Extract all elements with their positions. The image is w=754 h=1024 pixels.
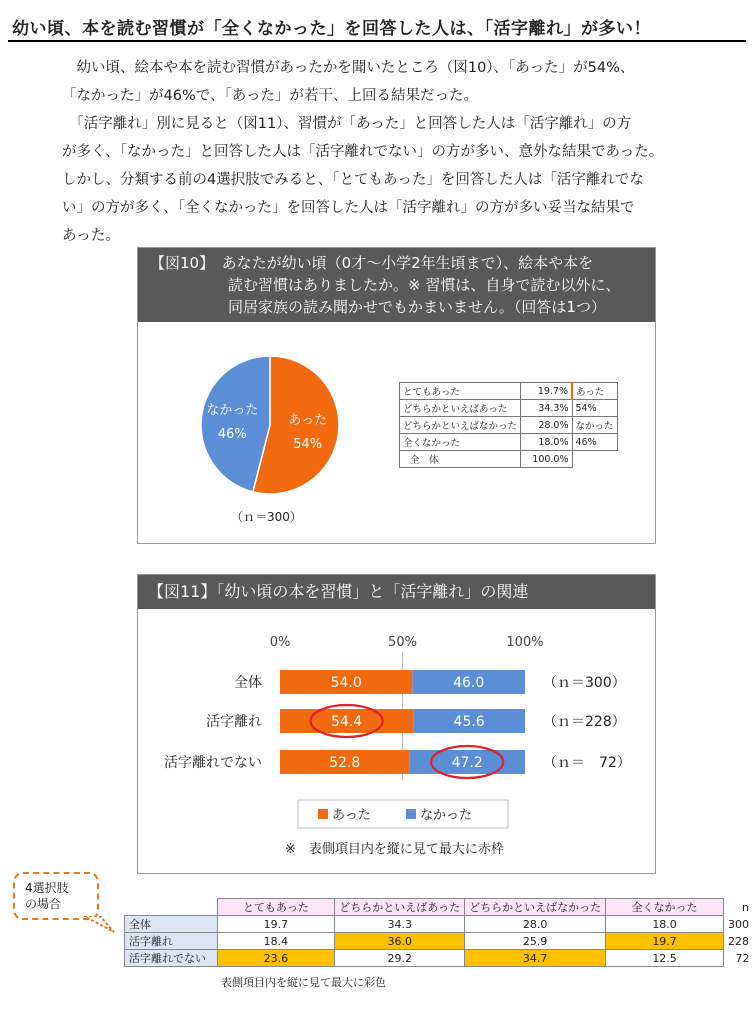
figure-10-header-line: 同居家族の読み聞かせでもかまいません。（回答は1つ） <box>228 298 606 316</box>
legend-swatch <box>318 809 328 819</box>
pie-slice-value: 54% <box>293 436 323 452</box>
table-cell: 18.0% <box>521 434 573 451</box>
four-choice-callout <box>13 872 99 920</box>
row-n: 228 <box>728 934 749 948</box>
x-tick-label: 50% <box>388 635 417 650</box>
table-corner <box>125 899 218 916</box>
table-cell: どちらかといえばあった <box>400 400 521 417</box>
paragraph-line: あった。 <box>62 228 120 244</box>
figure-10-header-line: 読む習慣はありましたか。※ 習慣は、自身で読む以外に、 <box>228 276 621 294</box>
table-cell: 全 体 <box>400 451 521 468</box>
paragraph-line: しかし、分類する前の4選択肢でみると、「とてもあった」を回答した人は「活字離れでな <box>62 172 644 188</box>
page-title-bar <box>8 6 746 42</box>
row-n: 72 <box>735 951 750 965</box>
table-cell: 34.3 <box>335 916 465 933</box>
column-header-n: n <box>742 900 749 914</box>
n-label: （ｎ＝ 72） <box>543 755 631 771</box>
paragraph-line: 「なかった」が46%で、「あった」が若干、上回る結果だった。 <box>62 88 479 104</box>
row-n: 300 <box>728 917 749 931</box>
paragraph-line: 幼い頃、絵本や本を読む習慣があったかを聞いたところ（図10）、「あった」が54%、 <box>62 60 635 76</box>
table-cell: 18.4 <box>217 933 335 950</box>
figure-10-table <box>399 382 618 468</box>
paragraph-line: が多く、「なかった」と回答した人は「活字離れでない」の方が多い、意外な結果であった。 <box>62 144 664 160</box>
row-label: 活字離れでない <box>125 950 218 967</box>
table-cell: 全くなかった <box>400 434 521 451</box>
pie-chart <box>190 345 360 505</box>
table-cell: 100.0% <box>521 451 573 468</box>
table-cell: どちらかといえばなかった <box>400 417 521 434</box>
figure-10-header-line: 【図10】 あなたが幼い頃（0才～小学2年生頃まで）、絵本や本を <box>150 254 594 272</box>
bar-value-label: 54.0 <box>330 675 362 691</box>
table-cell: 28.0 <box>465 916 606 933</box>
four-choice-table <box>124 898 754 967</box>
callout-line: の場合 <box>25 897 62 911</box>
table-cell: 54% <box>572 400 617 417</box>
callout-line: 4選択肢 <box>25 881 69 895</box>
stacked-bar-chart <box>138 620 654 870</box>
table-cell-highlight: 34.7 <box>465 950 606 967</box>
column-header: 全くなかった <box>606 899 724 916</box>
category-label: 活字離れ <box>206 714 262 730</box>
column-header: どちらかといえばなかった <box>465 899 606 916</box>
bar-value-label: 47.2 <box>451 755 483 771</box>
figure-11-header: 【図11】「幼い頃の本を習慣」と「活字離れ」の関連 <box>138 575 655 609</box>
pie-slice-label: あった <box>288 412 328 428</box>
legend-label: なかった <box>420 808 473 823</box>
table-note: 表側項目内を縦に見て最大に彩色 <box>221 976 386 989</box>
x-tick-label: 100% <box>506 635 544 650</box>
table-cell: 19.7 <box>217 916 335 933</box>
column-header: どちらかといえばあった <box>335 899 465 916</box>
bar-value-label: 46.0 <box>453 675 485 691</box>
n-label: （ｎ＝228） <box>543 714 626 730</box>
pie-slice-label: なかった <box>206 403 259 419</box>
table-cell: 12.5 <box>606 950 724 967</box>
figure-11-note: ※ 表側項目内を縦に見て最大に赤枠 <box>285 842 504 857</box>
table-cell: 19.7% <box>521 383 573 400</box>
table-cell-highlight: 19.7 <box>606 933 724 950</box>
pie-n-label: （ｎ＝300） <box>231 510 302 524</box>
x-tick-label: 0% <box>269 635 291 650</box>
table-cell: あった <box>572 383 617 400</box>
row-label: 活字離れ <box>125 933 218 950</box>
table-cell: 25.9 <box>465 933 606 950</box>
legend-label: あった <box>332 808 371 823</box>
n-label: （ｎ＝300） <box>543 675 626 691</box>
pie-slice-value: 46% <box>217 427 247 443</box>
table-cell: 18.0 <box>606 916 724 933</box>
category-label: 全体 <box>234 675 262 691</box>
row-label: 全体 <box>125 916 218 933</box>
figure-10-header <box>138 248 655 322</box>
category-label: 活字離れでない <box>164 755 262 771</box>
paragraph-line: い」の方が多く、「全くなかった」を回答した人は「活字離れ」の方が多い妥当な結果で <box>62 200 635 216</box>
legend-swatch <box>406 809 416 819</box>
table-cell-empty <box>572 451 617 468</box>
table-cell: なかった <box>572 417 617 434</box>
table-cell: 28.0% <box>521 417 573 434</box>
table-cell: 29.2 <box>335 950 465 967</box>
callout-pointer <box>80 916 120 936</box>
legend-box <box>298 800 508 828</box>
table-cell: とてもあった <box>400 383 521 400</box>
table-cell: 34.3% <box>521 400 573 417</box>
table-cell-highlight: 23.6 <box>217 950 335 967</box>
page-title: 幼い頃、本を読む習慣が「全くなかった」を回答した人は、「活字離れ」が多い！ <box>12 19 651 39</box>
table-cell: 46% <box>572 434 617 451</box>
bar-value-label: 52.8 <box>329 755 361 771</box>
column-header: とてもあった <box>217 899 335 916</box>
bar-value-label: 54.4 <box>331 714 363 730</box>
bar-value-label: 45.6 <box>453 714 485 730</box>
table-cell-highlight: 36.0 <box>335 933 465 950</box>
paragraph-line: 「活字離れ」別に見ると（図11）、習慣が「あった」と回答した人は「活字離れ」の方 <box>62 116 632 132</box>
